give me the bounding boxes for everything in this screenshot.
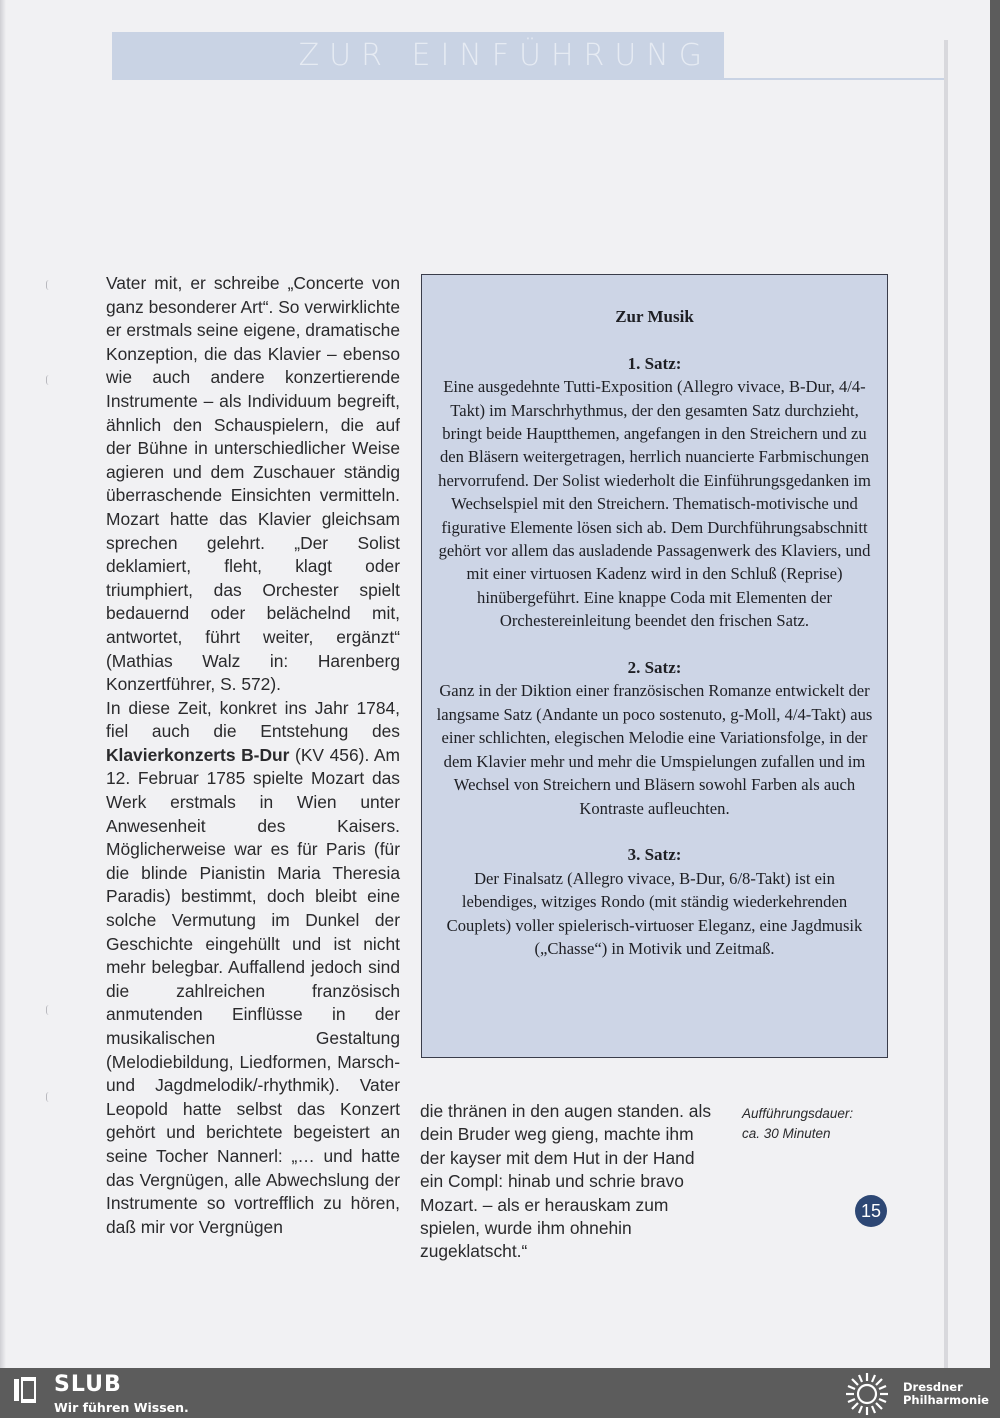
left-text-column (106, 272, 400, 1239)
music-info-content (436, 305, 873, 960)
page-fold (944, 40, 948, 1368)
binding-mark (46, 1005, 53, 1015)
slub-name: SLUB (54, 1372, 122, 1397)
page-edge (0, 0, 6, 1368)
paragraph-concerto-start: In diese Zeit, konkret ins Jahr 1784, fiel auch die Entstehung des (106, 697, 400, 742)
movement-1-text: Eine ausgedehnte Tutti-Exposition (Allegro vivace, B-Dur, 4/4-Takt) im Marschrhythmus, der den gesamten Satz durchzieht, bringt beide Hauptthemen, angefangen in den Streichern und zu den Bläsern weitergetragen, herrlich nuancierte Farbmischungen hervorrufend. Der Solist wiederholt die Einführungsgedanken im Wechselspiel mit den Streichern. Thematisch-motivische und figurative Elemente lösen sich ab. Dem Durchführungsabschnitt gehört vor allem das ausladende Passagenwerk des Klaviers, und mit einer virtuosen Kadenz wird in den Schluß (Reprise) hinübergeführt. Eine knappe Coda mit Elementen der Orchestereinleitung beendet den frischen Satz. (438, 377, 871, 631)
binding-mark (46, 280, 53, 290)
binding-mark (46, 1092, 53, 1102)
section-title: ZUR EINFÜHRUNG (298, 38, 712, 73)
paragraph-intro: Vater mit, er schreibe „Concerte von ganz besonderer Art“. So verwirklichte er erstmals seine eigene, dramatische Konzeption, die das Klavier – ebenso wie auch andere konzertierende Instrumente – als Individuum begreift, ähnlich den Schauspielern, die auf der Bühne in unterschiedlicher Weise agieren und dem Zuschauer ständig überraschende Einsichten vermitteln. Mozart hatte das Klavier gleichsam sprechen gelehrt. „Der Solist deklamiert, fleht, klagt oder triumphiert, das Orchester spielt bedauernd oder belächelnd mit, antwortet, führt weiter, ergänzt“ (Mathias Walz in: Harenberg Konzertführer, S. 572). (106, 273, 400, 695)
movement-3-text: Der Finalsatz (Allegro vivace, B-Dur, 6/8-Takt) ist ein lebendiges, witziges Rondo (mit ständig wiederkehrenden Couplets) voller spielerisch-virtuoser Eleganz, eine Jagdmusik („Chasse“) in Motivik und Zeitmaß. (446, 868, 863, 958)
movement-1-heading: 1. Satz: (627, 353, 682, 373)
performance-duration (742, 1104, 882, 1144)
movement-3-heading: 3. Satz: (627, 845, 682, 865)
letter-quote-end: die thränen in den augen standen. als dein Bruder weg gieng, machte ihm der kayser mit dem Hut in der Hand ein Compl: hinab und schrie bravo Mozart. – als er herauskam zum spielen, wurde ihm ohnehin zugeklatscht.“ (420, 1101, 712, 1262)
slub-tagline: Wir führen Wissen. (54, 1400, 189, 1415)
page-shadow (990, 0, 1000, 1368)
paragraph-concerto-rest: (KV 456). Am 12. Februar 1785 spielte Mozart das Werk erstmals in Wien unter Anwesenheit des Kaisers. Möglicherweise war es für Paris (für die blinde Pianistin Maria Theresia Paradis) bestimmt, doch bleibt eine solche Vermutung im Dunkel der Geschichte eingehüllt und ist nicht mehr belegbar. Auffallend jedoch sind die zahlreichen französisch anmutenden Einflüsse in der musikalischen Gestaltung (Melodiebildung, Liedformen, Marsch- und Jagdmelodik/-rhythmik). Vater Leopold hatte selbst das Konzert gehört und berichtete begeistert an seine Tocher Nannerl: „… und hatte das Vergnügen, alle Abwechslung der Instrumente so vortrefflich zu hören, daß mir vor Vergnügen (106, 744, 401, 1237)
duration-value: ca. 30 Minuten (742, 1126, 831, 1141)
concerto-title: Klavierkonzerts B-Dur (106, 744, 290, 765)
philharmonie-name-line1: Dresdner (903, 1380, 963, 1394)
slub-logo-icon (14, 1377, 36, 1403)
duration-label: Aufführungsdauer: (742, 1106, 854, 1121)
philharmonie-name (903, 1381, 999, 1407)
info-box-title: Zur Musik (615, 307, 694, 326)
paragraph-concerto (106, 697, 400, 1240)
page-number-badge: 15 (855, 1195, 887, 1227)
philharmonie-name-line2: Philharmonie (903, 1393, 989, 1407)
movement-2-text: Ganz in der Diktion einer französischen Romanze entwickelt der langsame Satz (Andante un poco sostenuto, g-Moll, 4/4-Takt) aus einer schlichten, elegischen Melodie eine Variationsfolge, in der dem Klavier mehr und mehr die Umspielungen zufallen und im Wechsel von Streichern und Bläsern sowohl Farben als auch Kontraste aufleuchten. (436, 681, 873, 818)
philharmonie-logo-icon (842, 1371, 892, 1417)
header-rule (724, 78, 944, 80)
binding-mark (46, 375, 53, 385)
movement-2-heading: 2. Satz: (627, 658, 682, 678)
middle-text-column (420, 1100, 720, 1264)
music-info-box (421, 274, 888, 1058)
